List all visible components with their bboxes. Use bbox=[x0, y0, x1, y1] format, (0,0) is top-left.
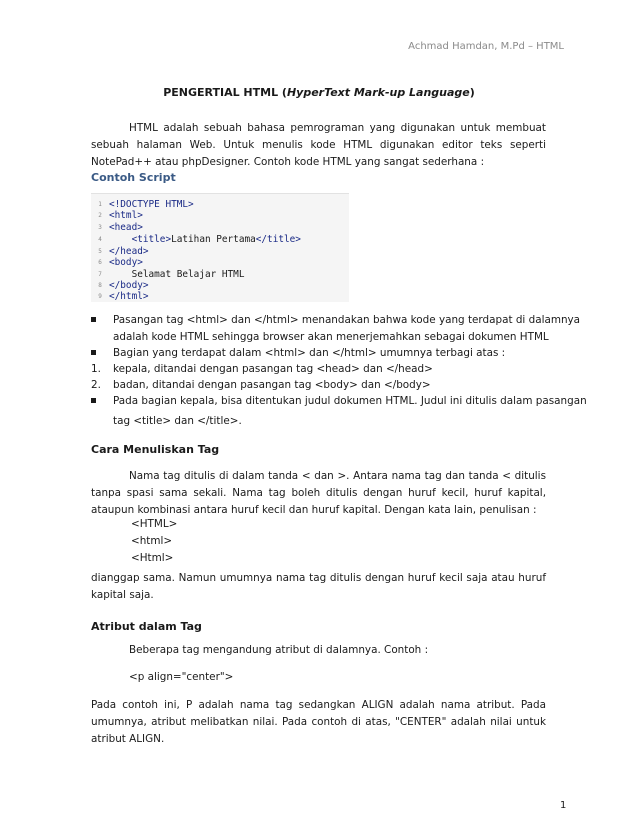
title-suffix: ) bbox=[469, 86, 475, 99]
code-tag: <title> bbox=[131, 234, 172, 245]
title-italic: HyperText Mark-up Language bbox=[286, 86, 470, 99]
atribut-paragraph: Pada contoh ini, P adalah nama tag sedangkan ALIGN adalah nama atribut. Pada umumnya, atribut melibatkan nilai. Pada contoh di atas, "CENTER" adalah nilai untuk atribut ALIGN. bbox=[91, 699, 546, 745]
tag-example: <html> bbox=[131, 535, 173, 547]
code-tag: <body> bbox=[109, 257, 143, 268]
code-line bbox=[91, 291, 149, 302]
code-tag: <!DOCTYPE HTML> bbox=[109, 199, 194, 210]
line-number: 5 bbox=[98, 248, 102, 255]
line-number: 1 bbox=[98, 201, 102, 208]
code-line bbox=[91, 246, 149, 257]
atribut-heading: Atribut dalam Tag bbox=[91, 620, 202, 633]
tag-example: <Html> bbox=[131, 552, 174, 564]
bullet-item: Bagian yang terdapat dalam <html> dan </html> umumnya terbagi atas : bbox=[91, 345, 546, 362]
code-line: 4 <title>Latihan Pertama</title> bbox=[91, 234, 301, 245]
atribut-intro: Beberapa tag mengandung atribut di dalamnya. Contoh : bbox=[129, 644, 429, 656]
code-tag: </body> bbox=[109, 280, 149, 291]
bullet-item: Pasangan tag <html> dan </html> menandakan bahwa kode yang terdapat di dalamnya adalah kode HTML sehingga browser akan menerjemahkan sebagai dokumen HTML bbox=[91, 312, 546, 346]
cara-menuliskan-tag-heading: Cara Menuliskan Tag bbox=[91, 443, 220, 456]
line-number: 6 bbox=[98, 259, 102, 266]
atribut-example: <p align="center"> bbox=[129, 671, 234, 683]
cara-paragraph: Nama tag ditulis di dalam tanda < dan >. Antara nama tag dan tanda < ditulis tanpa spasi sama sekali. Nama tag boleh ditulis dengan huruf kecil, huruf kapital, ataupun kombinasi antara huruf kecil dan huruf kapital. Dengan kata lain, penulisan : bbox=[91, 470, 546, 516]
code-tag: <head> bbox=[109, 222, 143, 233]
document-title bbox=[0, 86, 638, 99]
line-number: 3 bbox=[98, 224, 102, 231]
code-tag: <html> bbox=[109, 210, 143, 221]
intro-paragraph: HTML adalah sebuah bahasa pemrograman yang digunakan untuk membuat sebuah halaman Web. Untuk menulis kode HTML digunakan editor teks seperti NotePad++ atau phpDesigner. Contoh kode HTML yang sangat sederhana : bbox=[91, 122, 546, 168]
code-line bbox=[91, 280, 149, 291]
line-number: 2 bbox=[98, 212, 102, 219]
line-number: 8 bbox=[98, 282, 102, 289]
code-line: 7 Selamat Belajar HTML bbox=[91, 269, 244, 280]
bullet-square-icon bbox=[91, 317, 96, 322]
page-header: Achmad Hamdan, M.Pd – HTML bbox=[408, 41, 564, 52]
code-tag: </head> bbox=[109, 246, 149, 257]
item-number: 1. bbox=[91, 363, 101, 375]
code-tag: </html> bbox=[109, 291, 149, 302]
code-line bbox=[91, 199, 194, 210]
cara-conclusion: dianggap sama. Namun umumnya nama tag ditulis dengan huruf kecil saja atau huruf kapital saja. bbox=[91, 572, 546, 601]
bullet-square-icon bbox=[91, 350, 96, 355]
line-number: 9 bbox=[98, 293, 102, 300]
bullet-item: Pada bagian kepala, bisa ditentukan judul dokumen HTML. Judul ini ditulis dalam pasangan tag <title> dan </title>. bbox=[91, 393, 546, 433]
code-line bbox=[91, 210, 143, 221]
item-number: 2. bbox=[91, 379, 101, 391]
tag-example: <HTML> bbox=[131, 518, 178, 530]
code-line bbox=[91, 257, 143, 268]
title-prefix: PENGERTIAL HTML ( bbox=[163, 86, 287, 99]
contoh-script-heading: Contoh Script bbox=[91, 171, 176, 184]
document-page: Achmad Hamdan, M.Pd – HTML PENGERTIAL HTML (HyperText Mark-up Language) HTML adalah sebuah bahasa pemrograman yang digunakan untuk membuat sebuah halaman Web. Untuk menulis kode HTML digunakan editor teks seperti NotePad++ atau phpDesigner. Contoh kode HTML yang sangat sederhana : Contoh Script 1 <!DOCTYPE HTML> 2 <html> 3 <head> 4 <title>Latihan Pertama</title> 5 </head> 6 <body> 7 Selamat Belajar HTML 8 </body> 9 </html> Pasangan tag <html> dan </html> menandakan bahwa kode yang terdapat di dalamnya adalah kode HTML sehingga browser akan menerjemahkan sebagai dokumen HTML Bagian yang terdapat dalam <html> dan </html> umumnya terbagi atas : 1. kepala, ditandai dengan pasangan tag <head> dan </head> 2. badan, ditandai dengan pasangan tag <body> dan </body> Pada bagian kepala, bisa ditentukan judul dokumen HTML. Judul ini ditulis dalam pasangan tag <title> dan </title>. Cara Menuliskan Tag Nama tag ditulis di dalam tanda < dan >. Antara nama tag dan tanda < ditulis tanpa spasi sama sekali. Nama tag boleh ditulis dengan huruf kecil, huruf kapital, ataupun kombinasi antara huruf kecil dan huruf kapital. Dengan kata lain, penulisan : <HTML> <html> <Html> dianggap sama. Namun umumnya nama tag ditulis dengan huruf kecil saja atau huruf kapital saja. Atribut dalam Tag Beberapa tag mengandung atribut di dalamnya. Contoh : <p align="center"> Pada contoh ini, P adalah nama tag sedangkan ALIGN adalah nama atribut. Pada umumnya, atribut melibatkan nilai. Pada contoh di atas, "CENTER" adalah nilai untuk atribut ALIGN. 1 bbox=[0, 0, 638, 826]
line-number: 4 bbox=[98, 236, 102, 243]
code-example-box bbox=[91, 193, 349, 302]
code-line bbox=[91, 222, 143, 233]
bullet-square-icon bbox=[91, 398, 96, 403]
line-number: 7 bbox=[98, 271, 102, 278]
page-number: 1 bbox=[560, 800, 567, 811]
